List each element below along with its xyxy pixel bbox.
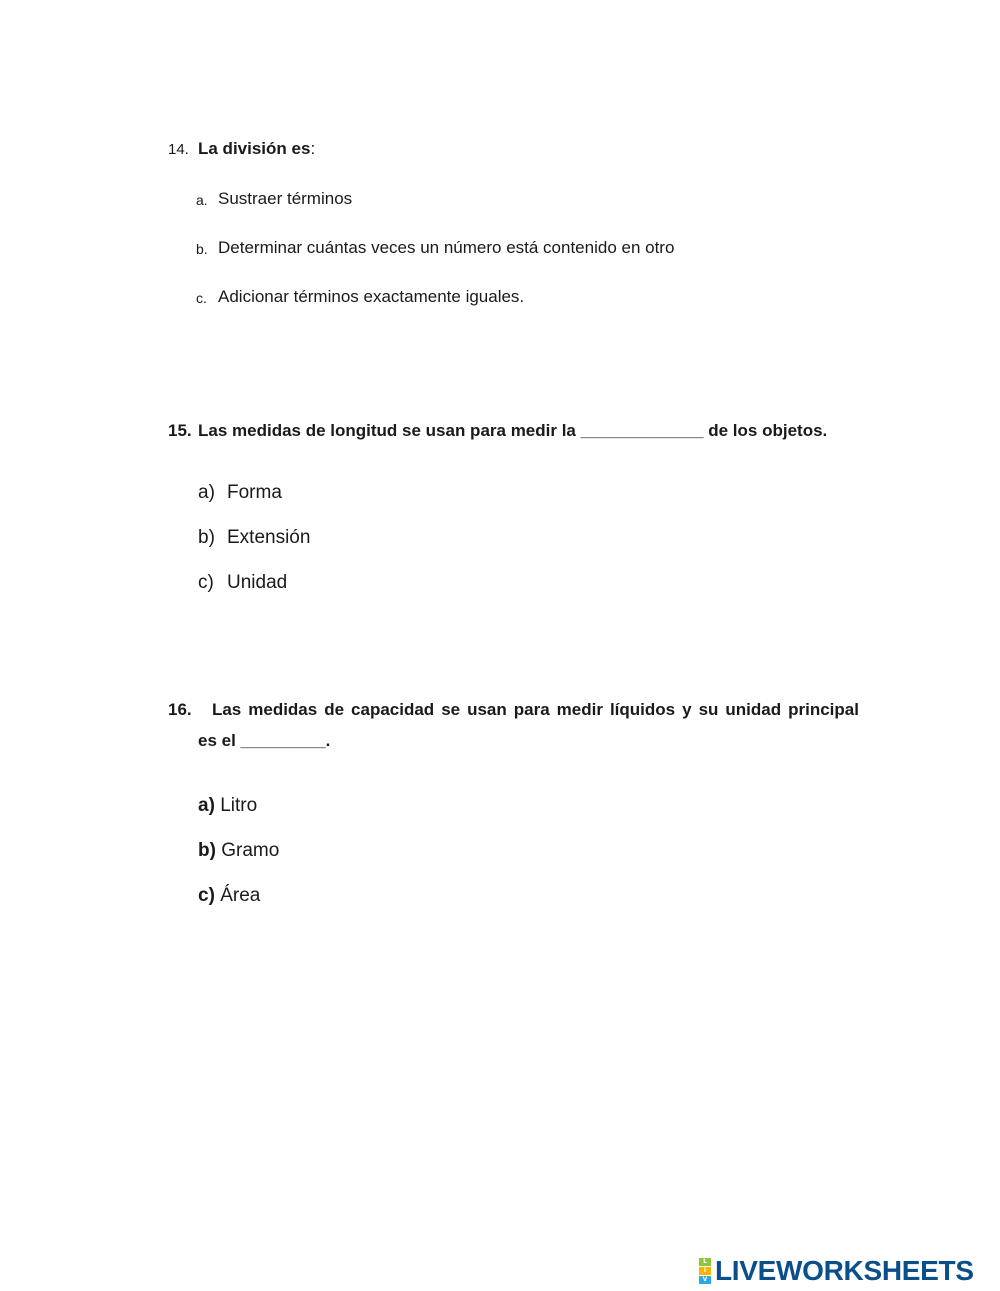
q16-word: se	[441, 700, 461, 719]
q15-number: 15.	[168, 421, 192, 440]
q15-option-c-text: Unidad	[227, 572, 288, 593]
q16-option-b-text: Gramo	[221, 840, 280, 861]
q16-word: capacidad	[351, 700, 435, 719]
q16-option-c[interactable]	[198, 885, 260, 907]
logo-text: LIVEWORKSHEETS	[715, 1255, 974, 1286]
q16-word: medidas	[248, 700, 318, 719]
q15-option-b[interactable]	[198, 527, 310, 549]
q15-stem-text: Las medidas de longitud se usan para medir la _____________ de los objetos.	[198, 421, 828, 440]
q15-stem	[168, 421, 827, 441]
q16-option-c-text: Área	[220, 885, 261, 906]
q14-stem	[198, 139, 315, 159]
q16-word: medir	[556, 700, 603, 719]
liveworksheets-logo	[699, 1256, 974, 1286]
q16-word: principal	[788, 700, 859, 719]
q15-option-b-letter: b)	[198, 527, 215, 548]
q16-option-a-letter: a)	[198, 795, 215, 816]
q14-stem-bold: La división es	[198, 139, 311, 158]
q14-number: 14.	[168, 141, 189, 158]
q16-option-b-letter: b)	[198, 840, 216, 861]
q16-stem-line1	[168, 700, 859, 720]
logo-blocks-icon	[699, 1258, 711, 1284]
q16-word: de	[324, 700, 345, 719]
q15-option-b-text: Extensión	[227, 527, 311, 548]
q15-option-a[interactable]	[198, 482, 282, 504]
logo-block-l: L	[699, 1258, 711, 1266]
q16-option-c-letter: c)	[198, 885, 215, 906]
q16-word: su	[698, 700, 719, 719]
q16-word: para	[513, 700, 550, 719]
q16-word: y	[682, 700, 692, 719]
q14-option-b-letter: b.	[196, 241, 208, 257]
logo-block-i: I	[699, 1267, 711, 1275]
q16-word: unidad	[725, 700, 782, 719]
q14-stem-tail: :	[310, 139, 316, 158]
q14-option-a[interactable]: Sustraer términos	[218, 189, 353, 208]
q14-option-b[interactable]: Determinar cuántas veces un número está contenido en otro	[218, 238, 675, 257]
q14-option-c-letter: c.	[196, 290, 207, 306]
q15-option-a-letter: a)	[198, 482, 215, 503]
q16-stem-line2: es el _________.	[198, 731, 331, 750]
q16-word: Las	[211, 700, 242, 719]
q16-option-a-text: Litro	[220, 795, 258, 816]
q16-option-a[interactable]	[198, 795, 257, 817]
q16-word: líquidos	[609, 700, 676, 719]
q15-option-c-letter: c)	[198, 572, 214, 593]
q16-word: usan	[467, 700, 507, 719]
q14-option-a-letter: a.	[196, 192, 208, 208]
q15-option-c[interactable]	[198, 572, 287, 594]
q16-option-b[interactable]	[198, 840, 279, 862]
logo-block-v: V	[699, 1276, 711, 1284]
q14-option-c[interactable]: Adicionar términos exactamente iguales.	[218, 287, 525, 306]
q15-option-a-text: Forma	[227, 482, 282, 503]
q16-number: 16.	[168, 700, 192, 719]
